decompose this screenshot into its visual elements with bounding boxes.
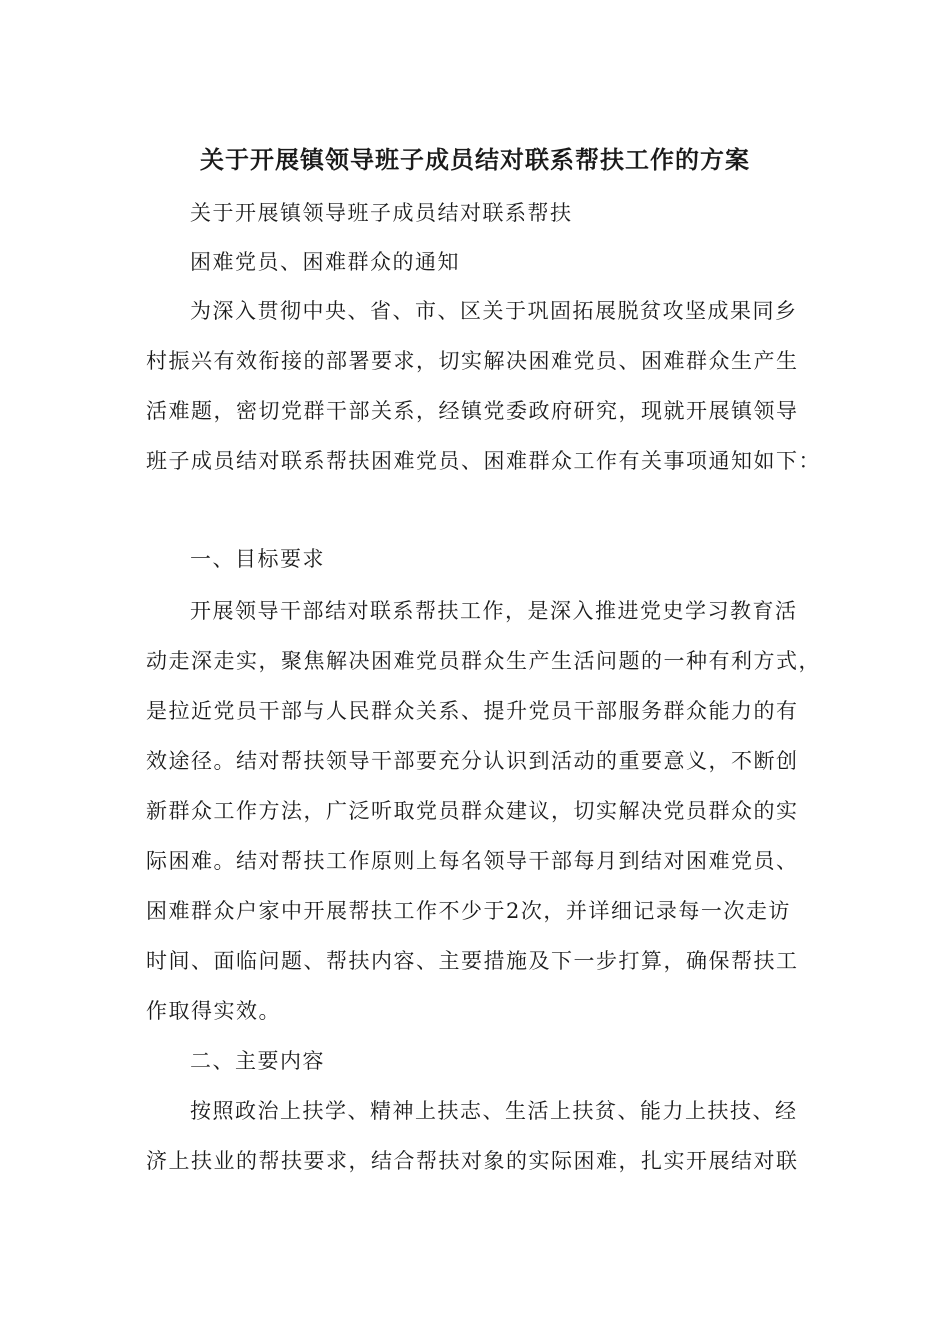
section1-line-2: 动走深走实，聚焦解决困难党员群众生产生活问题的一种有利方式， xyxy=(146,649,821,673)
section2-line-2: 济上扶业的帮扶要求，结合帮扶对象的实际困难，扎实开展结对联 xyxy=(146,1149,799,1173)
section1-line-8: 时间、面临问题、帮扶内容、主要措施及下一步打算，确保帮扶工 xyxy=(146,949,799,973)
section1-line-4: 效途径。结对帮扶领导干部要充分认识到活动的重要意义，不断创 xyxy=(146,749,799,773)
section1-line-6: 际困难。结对帮扶工作原则上每名领导干部每月到结对困难党员、 xyxy=(146,849,799,873)
section1-line-1: 开展领导干部结对联系帮扶工作，是深入推进党史学习教育活 xyxy=(190,599,798,623)
section2-heading: 二、主要内容 xyxy=(190,1049,325,1073)
section1-line-3: 是拉近党员干部与人民群众关系、提升党员干部服务群众能力的有 xyxy=(146,699,799,723)
subtitle-line-1: 关于开展镇领导班子成员结对联系帮扶 xyxy=(190,201,573,225)
section1-line-5: 新群众工作方法，广泛听取党员群众建议，切实解决党员群众的实 xyxy=(146,799,799,823)
section1-line-9: 作取得实效。 xyxy=(146,999,281,1023)
intro-line-1: 为深入贯彻中央、省、市、区关于巩固拓展脱贫攻坚成果同乡 xyxy=(190,299,798,323)
intro-line-3: 活难题，密切党群干部关系，经镇党委政府研究，现就开展镇领导 xyxy=(146,399,799,423)
section2-line-1: 按照政治上扶学、精神上扶志、生活上扶贫、能力上扶技、经 xyxy=(190,1099,798,1123)
subtitle-line-2: 困难党员、困难群众的通知 xyxy=(190,250,460,274)
section1-heading: 一、目标要求 xyxy=(190,547,325,571)
intro-line-2: 村振兴有效衔接的部署要求，切实解决困难党员、困难群众生产生 xyxy=(146,349,799,373)
document-title: 关于开展镇领导班子成员结对联系帮扶工作的方案 xyxy=(200,145,750,174)
intro-line-4: 班子成员结对联系帮扶困难党员、困难群众工作有关事项通知如下： xyxy=(146,449,821,473)
section1-line-7: 困难群众户家中开展帮扶工作不少于2次，并详细记录每一次走访 xyxy=(146,899,791,923)
